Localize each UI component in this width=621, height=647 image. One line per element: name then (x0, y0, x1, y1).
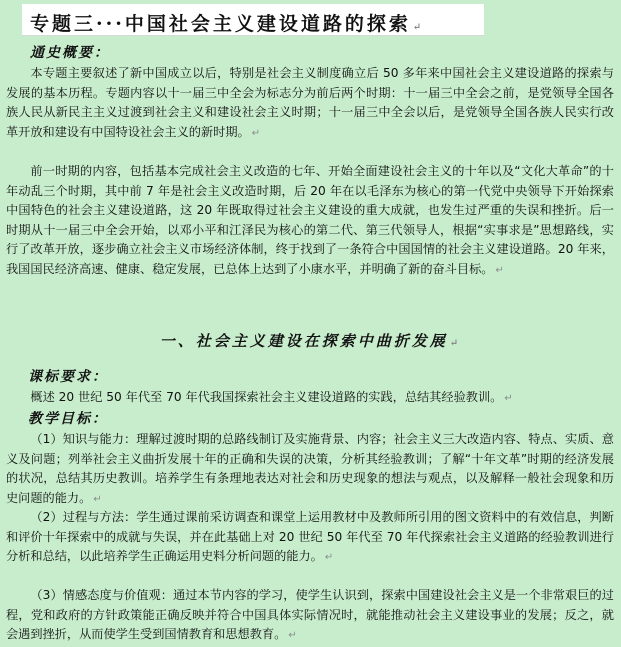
goals-heading: 教学目标： (28, 411, 108, 427)
paragraph-mark-icon: ↵ (93, 493, 102, 505)
goal-1-text: （1）知识与能力：理解过渡时期的总路线制订及实施背景、内容；社会主义三大改造内容、特点、实质、意义及问题；列举社会主义曲折发展十年的正确和失误的决策，分析其经验教训；了解“十年文革”时期的经济发展的状况，总结其历史教训。培养学生有条理地表达对社会和历史现象的想法与观点，以及解释一般社会现象和历史问题的能力。 (6, 432, 614, 505)
standard-heading: 课标要求： (28, 369, 108, 385)
goal-1-paragraph (6, 430, 614, 509)
title-banner (22, 4, 484, 36)
overview-paragraph-2 (6, 162, 614, 281)
paragraph-mark-icon: ↵ (504, 393, 513, 404)
overview-paragraph-1 (6, 64, 614, 143)
section-title-text: 一、社会主义建设在探索中曲折发展 (159, 332, 448, 350)
overview-paragraph-1-text: 本专题主要叙述了新中国成立以后，特别是社会主义制度确立后 50 多年来中国社会主义建设道路的探索与发展的基本历程。专题内容以十一届三中全会为标志分为前后两个时期：十一届三中全会之前，是党领导全国各族人民从新民主主义过渡到社会主义和建设社会主义时期；十一届三中全会以后，是党领导全国各族人民实行改革开放和建设有中国特设社会主义的新时期。 (6, 66, 614, 139)
section-title (0, 330, 621, 351)
overview-heading: 通史概要： (30, 45, 110, 61)
goal-3-paragraph (6, 586, 614, 646)
paragraph-mark-icon: ↵ (324, 552, 334, 564)
document-title-text: 专题三···中国社会主义建设道路的探索 (30, 13, 411, 35)
goal-3-text: （3）情感态度与价值观：通过本节内容的学习，使学生认识到，探索中国建设社会主义是一个非常艰巨的过程，党和政府的方针政策能正确反映并符合中国具体实际情况时，就能推动社会主义建设事业的发展；反之，就会遇到挫折，从而使学生受到国情教育和思想教育。 (6, 588, 614, 642)
goal-2-paragraph (6, 508, 614, 568)
goal-2-text: （2）过程与方法：学生通过课前采访调查和课堂上运用教材中及教师所引用的图文资料中的有效信息，判断和评价十年探索中的成就与失误，并在此基础上对 20 世纪 50 年代至 70 年代探索社会主义道路的经验教训进行分析和总结，以此培养学生正确运用史料分析问题的能力。 (6, 510, 614, 564)
document-title (30, 9, 424, 36)
paragraph-mark-icon: ↵ (495, 264, 504, 276)
paragraph-mark-icon: ↵ (251, 127, 261, 139)
standard-text: 概述 20 世纪 50 年代至 70 年代我国探索社会主义建设道路的实践，总结其经验教训。 (30, 390, 503, 404)
standard-paragraph (6, 388, 614, 409)
paragraph-mark-icon: ↵ (412, 22, 425, 33)
paragraph-mark-icon: ↵ (288, 630, 297, 642)
overview-paragraph-2-text: 前一时期的内容，包括基本完成社会主义改造的七年、开始全面建设社会主义的十年以及“文化大革命”的十年动乱三个时期，其中前 7 年是社会主义改造时期，后 20 年在以毛泽东为核心的第一代党中央领导下开始探索中国特色的社会主义建设道路，这 20 年既取得过社会主义建设的重大成就，也发生过严重的失误和挫折。后一时期从十一届三中全会开始，以邓小平和江泽民为核心的第二代、第三代领导人，根据“实事求是”思想路线，实行了改革开放，逐步确立社会主义市场经济体制，终于找到了一条符合中国国情的社会主义建设道路。20 年来，我国国民经济高速、健康、稳定发展，已总体上达到了小康水平，并明确了新的奋斗目标。 (6, 164, 614, 276)
paragraph-mark-icon: ↵ (449, 338, 462, 349)
